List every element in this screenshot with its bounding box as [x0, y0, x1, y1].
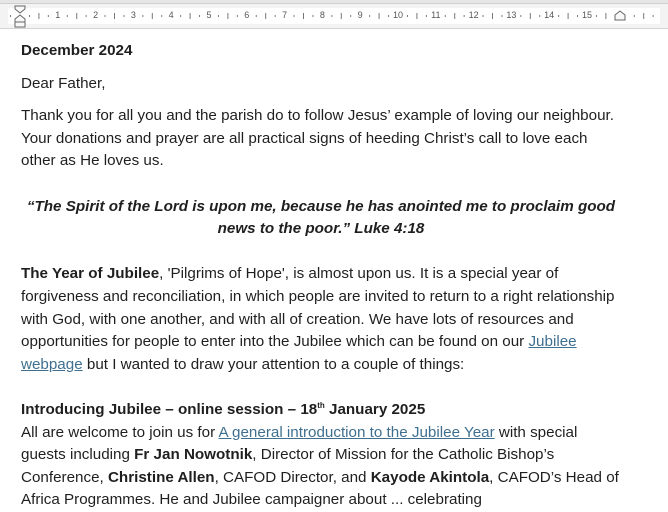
salutation: Dear Father,	[21, 74, 106, 92]
session-heading-sup: th	[317, 400, 325, 410]
session-heading	[21, 399, 621, 422]
ruler-number: 9	[357, 10, 363, 20]
ruler-number: 7	[282, 10, 288, 20]
guest-name-2: Christine Allen	[107, 468, 215, 486]
letter-date: December 2024	[21, 42, 133, 59]
guest-name-1: Fr Jan Nowotnik	[134, 446, 253, 464]
left-indent-marker	[15, 22, 25, 27]
session-text-5: , CAFOD’s Head of Africa Programmes. He and	[21, 468, 619, 509]
session-text-3: , Director of Mission for the Catholic Bishop’s Conference,	[21, 446, 555, 486]
ruler-number: 5	[206, 10, 212, 20]
session-heading-part2: January 2025	[324, 400, 426, 418]
ruler-number: 4	[168, 10, 174, 20]
intro-jubilee-link[interactable]: A general introduction to the Jubilee Year	[218, 423, 495, 441]
session-text-2: with special guests including	[21, 423, 578, 464]
guest-name-3: Kayode Akintola	[370, 468, 490, 486]
ruler-number: 6	[244, 10, 250, 20]
ruler-number: 11	[431, 10, 441, 20]
ruler-number: 3	[130, 10, 136, 20]
session-text-1: All are welcome to join us for	[21, 423, 219, 441]
ruler-number: 14	[544, 10, 555, 20]
ruler-number: 15	[581, 10, 593, 20]
jubilee-text-2: but I wanted to draw your attention to a couple of things:	[82, 355, 465, 373]
ruler-number: 2	[93, 10, 99, 20]
ruler-number: 1	[55, 10, 61, 20]
document-body[interactable]	[21, 40, 621, 512]
ruler-ticks	[0, 4, 668, 28]
session-heading-part1: Introducing Jubilee – online session – 18	[21, 400, 318, 418]
ruler-number: 12	[468, 10, 479, 20]
jubilee-lead: The Year of Jubilee	[21, 265, 160, 283]
horizontal-ruler[interactable]	[0, 4, 668, 29]
ruler-band	[8, 8, 660, 24]
scripture-quote: “The Spirit of the Lord is upon me, because he has anointed me to proclaim good news to the poor.” Luke 4:18	[26, 197, 616, 238]
jubilee-text-1: , 'Pilgrims of Hope', is almost upon us. It is a special year of forgiveness and reconciliation, in which people are invited to return to a right relationship with God, with one another, and with all of creation. We have lots of resources and opportunities for people to enter into the Jubilee which can be found on our	[21, 265, 615, 351]
ruler-number: 8	[319, 10, 325, 20]
ruler-number: 10	[392, 10, 404, 20]
paragraph-thanks: Thank you for all you and the parish do to follow Jesus’ example of loving our neighbour. Your donations and prayer are all practical signs of heeding Christ’s call to love each other as He loves us.	[21, 107, 614, 170]
paragraph-session	[21, 422, 621, 512]
session-text-6: Jubilee campaigner about ... celebrating	[212, 491, 482, 509]
ruler-number: 13	[506, 10, 517, 20]
paragraph-jubilee	[21, 263, 621, 376]
jubilee-webpage-link[interactable]: Jubilee webpage	[21, 333, 577, 373]
session-text-4: , CAFOD Director, and	[214, 468, 371, 486]
